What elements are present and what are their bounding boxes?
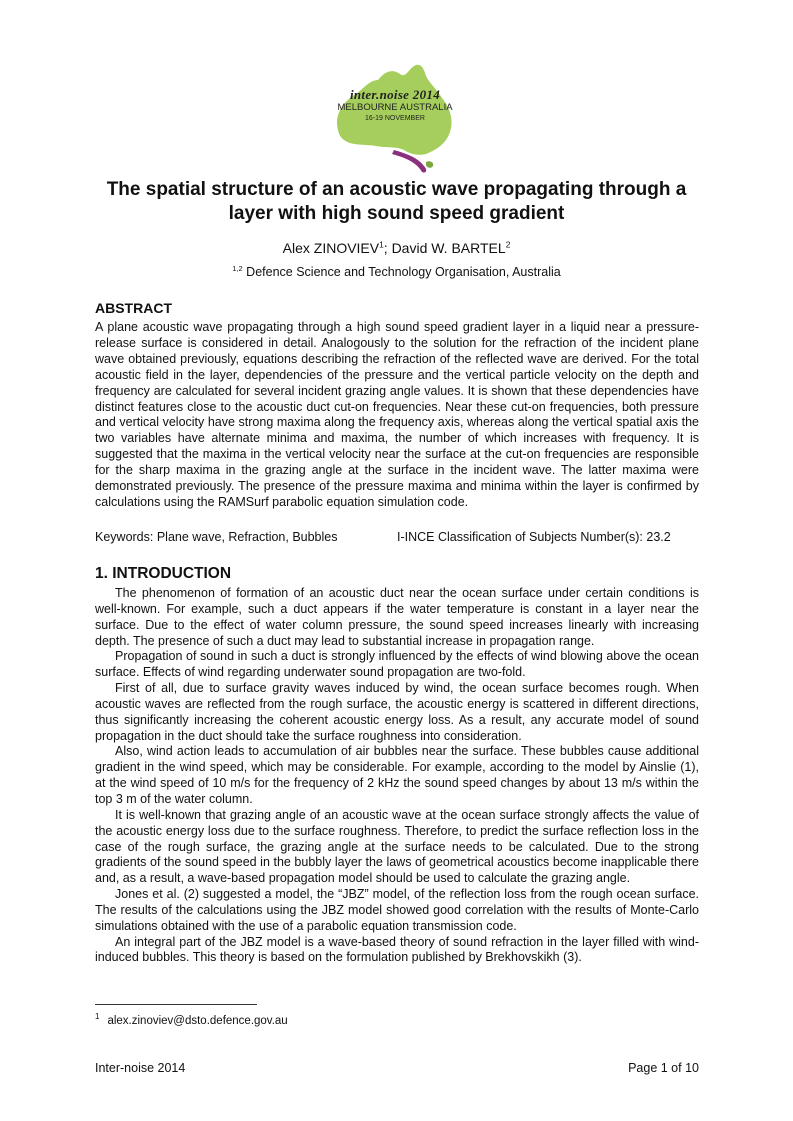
abstract-text: A plane acoustic wave propagating through a high sound speed gradient layer in a liquid near a pressure-release surface is considered in detail. Analogously to the solution for the refraction of the incident plane wave obtained previously, equations describing the refraction of the reflected wave are derived. For the total acoustic field in the layer, dependencies of the pressure and the vertical particle velocity on the depth and frequency are calculated for several incident grazing angle values. It is shown that these dependencies have distinct features close to the acoustic duct cut-on frequencies. Near these cut-on frequencies, both pressure and vertical velocity have strong maxima along the frequency axis, whereas along the vertical spatial axis the two variables have alternate minima and maxima, the number of which increases with frequency. It is suggested that the maxima in the vertical velocity near the surface at the cut-on frequencies are responsible for the sharp maxima in the grazing angle at the surface in the incident wave. The latter maxima were demonstrated previously. The presence of the pressure maxima and minima within the layer is confirmed by calculations using the RAMSurf parabolic equation simulation code. (95, 320, 699, 509)
author-2: David W. BARTEL (391, 240, 506, 256)
author-1: Alex ZINOVIEV (282, 240, 380, 256)
affiliation-superscript: 1,2 (232, 263, 243, 273)
footer-page-number: Page 1 of 10 (628, 1061, 699, 1075)
intro-paragraph: First of all, due to surface gravity waves induced by wind, the ocean surface becomes rough. When acoustic waves are reflected from the rough surface, the acoustic energy is scattered in different directions, thus significantly increasing the coherent acoustic energy loss. As a result, any accurate model of sound propagation in the duct should take the surface roughness into consideration. (95, 681, 699, 743)
affiliation (90, 265, 703, 279)
intro-paragraph: It is well-known that grazing angle of an acoustic wave at the ocean surface strongly affects the value of the acoustic energy loss due to the surface roughness. Therefore, to predict the surface reflection loss in the case of the rough surface, the grazing angle at the surface needs to be calculated. Due to the strong gradients of the sound speed in the bubbly layer the laws of geometrical acoustics become inapplicable there and, as a result, a wave-based propagation model should be used to calculate the grazing angle. (95, 807, 699, 886)
footnote-number: 1 (95, 1012, 100, 1021)
paper-title: The spatial structure of an acoustic wave propagating through a layer with high sound speed gradient (106, 179, 687, 224)
intro-paragraph: An integral part of the JBZ model is a wave-based theory of sound refraction in the layer filled with wind-induced bubbles. This theory is based on the formulation published by Brekhovskikh (3). (95, 934, 699, 965)
logo-text (336, 88, 454, 122)
author-line (90, 240, 703, 256)
intro-paragraph: Jones et al. (2) suggested a model, the “JBZ” model, of the reflection loss from the rough ocean surface. The results of the calculations using the JBZ model showed good correlation with the results of Monte-Carlo simulations obtained with the use of a parabolic equation transmission code. (95, 887, 699, 933)
intro-paragraph: The phenomenon of formation of an acoustic duct near the ocean surface under certain conditions is well-known. For example, such a duct appears if the water temperature is constant in a layer near the surface. Due to the effect of water column pressure, the sound speed increases linearly with increasing depth. The presence of such a duct may lead to substantial increase in propagation range. (95, 586, 699, 648)
intro-paragraph: Also, wind action leads to accumulation of air bubbles near the surface. These bubbles cause additional gradient in the wind speed, which may be considerable. For example, according to the model by Ainslie (1), at the wind speed of 10 m/s for the frequency of 2 kHz the sound speed changes by about 13 m/s within the top 3 m of the water column. (95, 744, 699, 806)
logo-title: inter.noise 2014 (349, 87, 441, 102)
footnote-divider (95, 1004, 257, 1005)
intro-paragraph: Propagation of sound in such a duct is strongly influenced by the effects of wind blowing above the ocean surface. Effects of wind regarding underwater sound propagation are two-fold. (95, 649, 699, 680)
classification: I-INCE Classification of Subjects Number(s): 23.2 (397, 530, 671, 544)
introduction-heading: 1. INTRODUCTION (95, 565, 232, 582)
footnote (95, 1012, 288, 1027)
footnote-email: alex.zinoviev@dsto.defence.gov.au (107, 1014, 288, 1027)
logo-dates: 16-19 NOVEMBER (365, 114, 425, 122)
author-separator: ; (383, 240, 392, 256)
author-2-superscript: 2 (505, 239, 511, 250)
introduction-body (95, 586, 699, 966)
affiliation-text: Defence Science and Technology Organisation, Australia (242, 265, 561, 279)
footer-conference: Inter-noise 2014 (95, 1061, 186, 1075)
abstract-heading: ABSTRACT (95, 300, 172, 316)
logo-location: MELBOURNE AUSTRALIA (337, 102, 453, 113)
keywords: Keywords: Plane wave, Refraction, Bubbles (95, 530, 338, 544)
tasmania-shape (426, 161, 433, 168)
author-1-superscript: 1 (379, 239, 384, 250)
